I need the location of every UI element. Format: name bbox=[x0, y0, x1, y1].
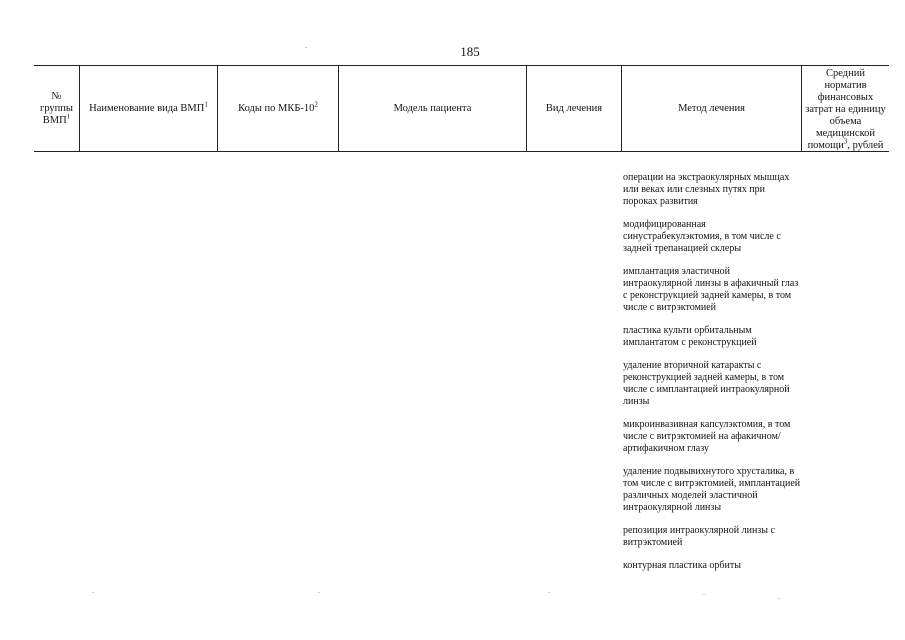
footnote-marker: 3 bbox=[843, 137, 848, 146]
header-cost-norm bbox=[801, 66, 889, 151]
treatment-method-item: имплантация эластичной интраокулярной линзы в афакичный глаз с реконструкцией задней камеры, в том числе с витрэктомией bbox=[623, 266, 799, 313]
header-vmp-name-text: Наименование вида ВМП bbox=[89, 102, 205, 114]
scan-speck bbox=[703, 594, 705, 595]
footnote-marker: 2 bbox=[314, 100, 318, 108]
header-cost-norm-line2: норматив bbox=[824, 80, 867, 91]
treatment-method-item: модифицированная синустрабекулэктомия, в том числе с задней трепанацией склеры bbox=[623, 219, 781, 254]
table-header-bottom-rule bbox=[34, 151, 889, 152]
treatment-methods-list bbox=[623, 172, 801, 583]
scan-speck bbox=[92, 592, 94, 593]
scan-speck bbox=[548, 592, 550, 593]
header-icd-codes-text: Коды по МКБ-10 bbox=[238, 102, 315, 114]
header-cost-norm-line1: Средний bbox=[826, 68, 865, 79]
page-number: 185 bbox=[460, 44, 480, 59]
header-patient-model bbox=[338, 66, 526, 151]
scan-speck bbox=[778, 598, 780, 599]
header-patient-model-text: Модель пациента bbox=[393, 102, 472, 114]
header-treatment-method-text: Метод лечения bbox=[678, 102, 745, 114]
treatment-method-item: удаление вторичной катаракты с реконструкцией задней камеры, в том числе с имплантацией интраокулярной линзы bbox=[623, 360, 790, 407]
header-group-number bbox=[34, 66, 79, 151]
header-cost-norm-line4: затрат на единицу bbox=[805, 104, 886, 115]
header-treatment-type bbox=[526, 66, 621, 151]
header-group-number-symbol: № bbox=[51, 90, 62, 102]
header-cost-norm-line5: объема bbox=[829, 116, 862, 127]
header-group-number-line1: группы bbox=[40, 102, 73, 114]
footnote-marker: 1 bbox=[66, 112, 71, 120]
header-vmp-name bbox=[79, 66, 217, 151]
header-group-number-line2: ВМП bbox=[42, 114, 67, 126]
treatment-method-item: операции на экстраокулярных мышцах или веках или слезных путях при пороках развития bbox=[623, 172, 790, 207]
treatment-method-item: контурная пластика орбиты bbox=[623, 560, 741, 571]
treatment-method-item: пластика культи орбитальным имплантатом с реконструкцией bbox=[623, 325, 757, 348]
header-icd-codes bbox=[217, 66, 338, 151]
header-cost-norm-line3: финансовых bbox=[817, 92, 874, 103]
header-treatment-method bbox=[621, 66, 801, 151]
treatment-method-item: репозиция интраокулярной линзы с витрэктомией bbox=[623, 525, 775, 548]
treatment-method-item: удаление подвывихнутого хрусталика, в том числе с витрэктомией, имплантацией различных моделей эластичной интраокулярной линзы bbox=[623, 466, 801, 513]
scan-speck bbox=[318, 592, 320, 593]
header-cost-norm-line7a: помощи bbox=[807, 140, 844, 151]
footnote-marker: 1 bbox=[204, 100, 208, 108]
header-cost-norm-line6: медицинской bbox=[815, 128, 876, 139]
header-treatment-type-text: Вид лечения bbox=[545, 102, 603, 114]
header-cost-norm-line7b: , рублей bbox=[847, 140, 884, 151]
scan-speck bbox=[305, 47, 307, 48]
treatment-method-item: микроинвазивная капсулэктомия, в том числе с витрэктомией на афакичном/артифакичном глазу bbox=[623, 419, 791, 454]
